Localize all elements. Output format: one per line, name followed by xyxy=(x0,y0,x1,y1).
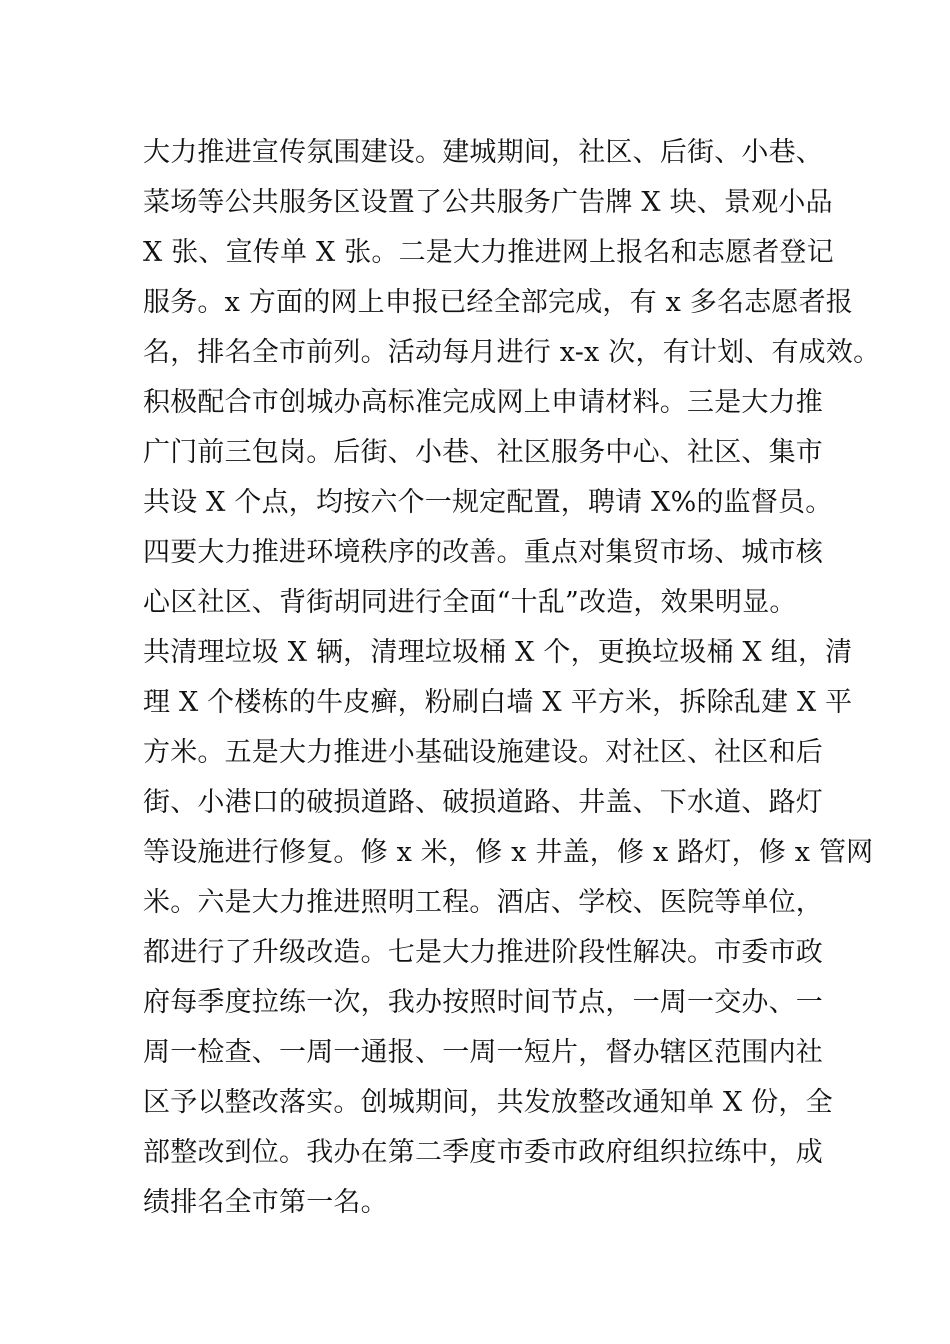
text-line: 心区社区、背街胡同进行全面“十乱”改造，效果明显。 xyxy=(143,587,797,618)
text-line: 街、小港口的破损道路、破损道路、井盖、下水道、路灯 xyxy=(143,787,823,818)
text-line: 府每季度拉练一次，我办按照时间节点，一周一交办、一 xyxy=(143,987,823,1018)
text-line: 部整改到位。我办在第二季度市委市政府组织拉练中，成 xyxy=(143,1137,823,1168)
text-line: 都进行了升级改造。七是大力推进阶段性解决。市委市政 xyxy=(143,937,823,968)
text-line: 区予以整改落实。创城期间，共发放整改通知单 X 份，全 xyxy=(143,1087,833,1118)
text-line: 共设 X 个点，均按六个一规定配置，聘请 X%的监督员。 xyxy=(143,487,833,518)
document-body xyxy=(143,128,881,1228)
text-line: 共清理垃圾 X 辆，清理垃圾桶 X 个，更换垃圾桶 X 组，清 xyxy=(143,637,853,668)
text-line: 绩排名全市第一名。 xyxy=(143,1187,388,1218)
text-line: 四要大力推进环境秩序的改善。重点对集贸市场、城市核 xyxy=(143,537,823,568)
text-line: 大力推进宣传氛围建设。建城期间，社区、后街、小巷、 xyxy=(143,137,823,168)
text-line: 理 X 个楼栋的牛皮癣，粉刷白墙 X 平方米，拆除乱建 X 平 xyxy=(143,687,853,718)
text-line: 方米。五是大力推进小基础设施建设。对社区、社区和后 xyxy=(143,737,823,768)
text-line: 周一检查、一周一通报、一周一短片，督办辖区范围内社 xyxy=(143,1037,823,1068)
text-line: 服务。x 方面的网上申报已经全部完成，有 x 多名志愿者报 xyxy=(143,287,854,318)
text-line: 等设施进行修复。修 x 米，修 x 井盖，修 x 路灯，修 x 管网 xyxy=(143,837,874,868)
text-line: X 张、宣传单 X 张。二是大力推进网上报名和志愿者登记 xyxy=(143,237,834,268)
text-line: 菜场等公共服务区设置了公共服务广告牌 X 块、景观小品 xyxy=(143,187,833,218)
text-line: 米。六是大力推进照明工程。酒店、学校、医院等单位， xyxy=(143,887,823,918)
text-line: 广门前三包岗。后街、小巷、社区服务中心、社区、集市 xyxy=(143,437,823,468)
text-line: 积极配合市创城办高标准完成网上申请材料。三是大力推 xyxy=(143,387,823,418)
text-line: 名，排名全市前列。活动每月进行 x-x 次，有计划、有成效。 xyxy=(143,337,881,368)
